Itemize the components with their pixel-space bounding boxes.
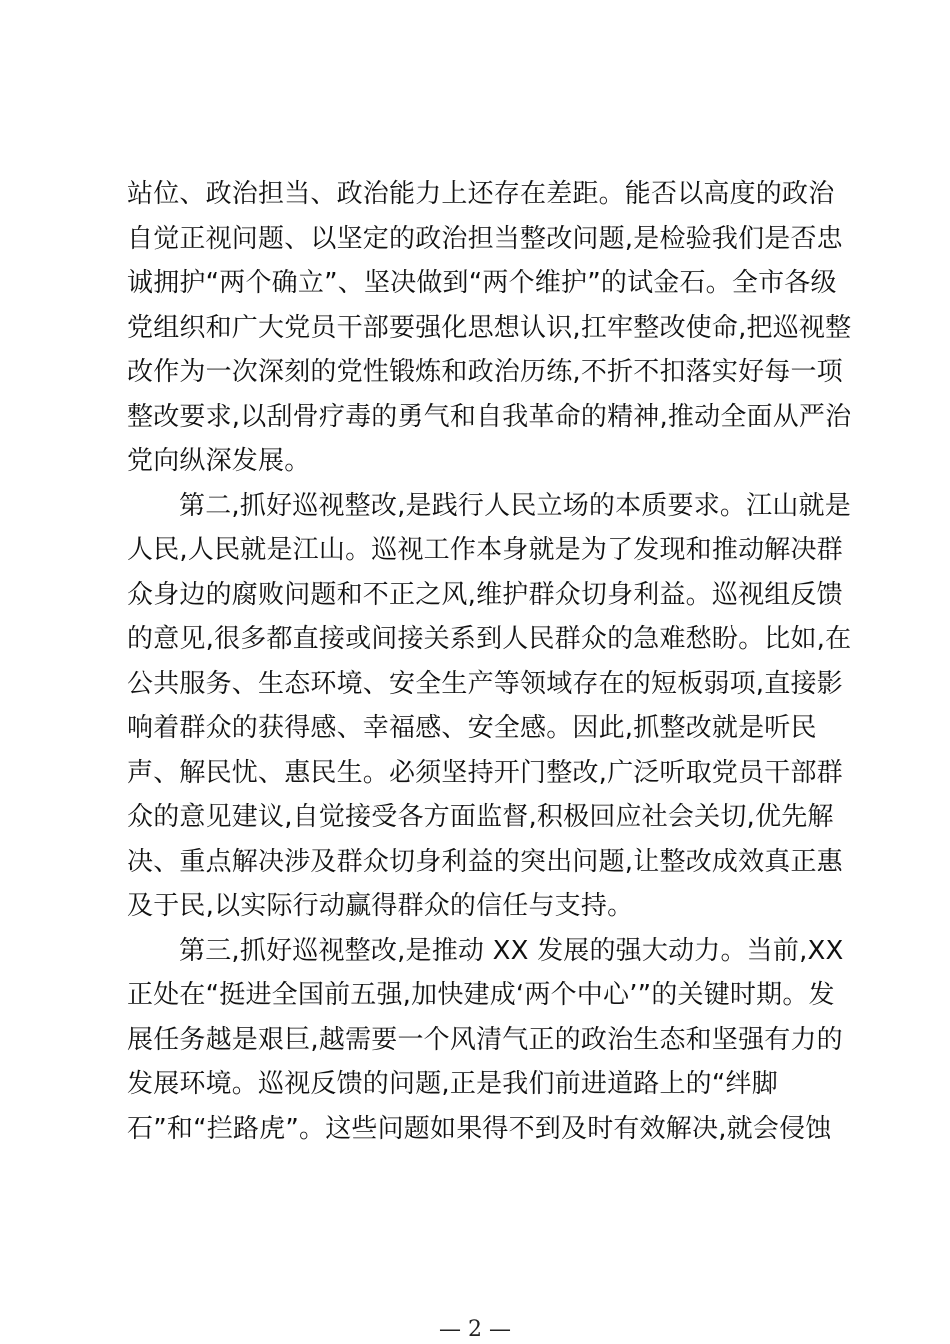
text-line: 响着群众的获得感、幸福感、安全感。因此,抓整改就是听民 (127, 713, 817, 743)
text-line: 党向纵深发展。 (127, 446, 311, 476)
text-line: 发展环境。巡视反馈的问题,正是我们前进道路上的“绊脚 (127, 1069, 778, 1099)
text-line: 整改要求,以刮骨疗毒的勇气和自我革命的精神,推动全面从严治 (127, 401, 852, 432)
text-line: 及于民,以实际行动赢得群众的信任与支持。 (127, 891, 634, 921)
page-number: — 2 — (439, 1317, 511, 1342)
paragraph-start-line: 第三,抓好巡视整改,是推动 XX 发展的强大动力。当前,XX (179, 935, 844, 966)
paragraph-start-line: 第二,抓好巡视整改,是践行人民立场的本质要求。江山就是 (179, 490, 851, 521)
text-line: 改作为一次深刻的党性锻炼和政治历练,不折不扣落实好每一项 (127, 357, 843, 387)
text-line: 诚拥护“两个确立”、坚决做到“两个维护”的试金石。全市各级 (127, 268, 837, 298)
text-line: 众的意见建议,自觉接受各方面监督,积极回应社会关切,优先解 (127, 802, 834, 832)
text-line: 党组织和广大党员干部要强化思想认识,扛牢整改使命,把巡视整 (127, 312, 852, 343)
text-line: 展任务越是艰巨,越需要一个风清气正的政治生态和坚强有力的 (127, 1024, 843, 1055)
text-line: 声、解民忧、惠民生。必须坚持开门整改,广泛听取党员干部群 (127, 757, 843, 788)
text-line: 决、重点解决涉及群众切身利益的突出问题,让整改成效真正惠 (127, 846, 843, 877)
text-line: 人民,人民就是江山。巡视工作本身就是为了发现和推动解决群 (127, 535, 843, 565)
body-text (127, 172, 852, 1151)
text-line: 石”和“拦路虎”。这些问题如果得不到及时有效解决,就会侵蚀 (127, 1113, 832, 1144)
text-line: 自觉正视问题、以坚定的政治担当整改问题,是检验我们是否忠 (127, 223, 843, 254)
text-line: 公共服务、生态环境、安全生产等领域存在的短板弱项,直接影 (127, 668, 843, 699)
text-line: 站位、政治担当、政治能力上还存在差距。能否以高度的政治 (127, 179, 835, 209)
text-line: 正处在“挺进全国前五强,加快建成‘两个中心’”的关键时期。发 (127, 980, 835, 1010)
text-line: 的意见,很多都直接或间接关系到人民群众的急难愁盼。比如,在 (127, 624, 852, 654)
text-line: 众身边的腐败问题和不正之风,维护群众切身利益。巡视组反馈 (127, 579, 843, 610)
